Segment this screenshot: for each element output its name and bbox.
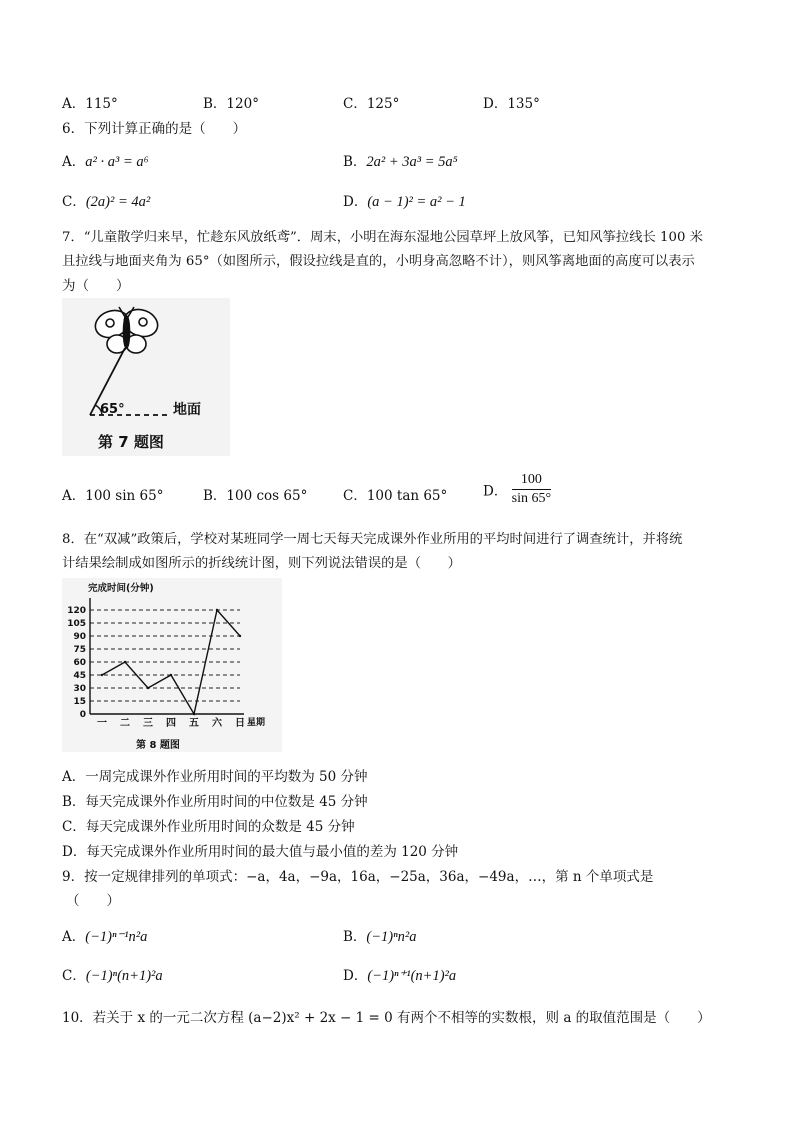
math-expression: (−1)ⁿn²a [366, 929, 417, 945]
option-label: D． [343, 194, 368, 210]
fraction-denominator: sin 65° [511, 491, 552, 506]
q7-stem-line-3: 为（ ） [62, 278, 130, 294]
q7-option-a: A．100 sin 65° [62, 488, 164, 504]
q8-stem-line-1: 8．在“双减”政策后，学校对某班同学一周七天每天完成课外作业所用的平均时间进行了调查统计，并将统 [62, 532, 683, 547]
y-tick-label: 75 [73, 645, 86, 655]
math-expression: (−1)ⁿ(n+1)²a [85, 968, 163, 984]
y-tick-label: 90 [73, 632, 86, 642]
q9-option-a [62, 925, 147, 946]
math-expression: (2a)² = 4a² [85, 194, 151, 210]
data-point [216, 609, 218, 611]
y-tick-label: 60 [73, 658, 86, 668]
option-label: B． [343, 929, 367, 945]
option-label: C． [62, 968, 86, 984]
q8-option-d: D．每天完成课外作业所用时间的最大值与最小值的差为 120 分钟 [62, 844, 459, 860]
option-label: D． [483, 483, 508, 500]
q7-option-d [483, 472, 551, 507]
x-tick-label: 五 [189, 718, 199, 729]
y-tick-label: 30 [73, 684, 86, 694]
data-point [170, 674, 172, 676]
q7-stem-line-2: 且拉线与地面夹角为 65°（如图所示，假设拉线是直的，小明身高忽略不计），则风筝离地面的高度可以表示 [62, 254, 695, 269]
fraction-numerator: 100 [512, 472, 551, 490]
data-point [239, 635, 241, 637]
q8-option-c: C．每天完成课外作业所用时间的众数是 45 分钟 [62, 819, 355, 835]
x-tick-label: 四 [166, 718, 176, 729]
math-expression: (−1)ⁿ⁺¹(n+1)²a [367, 968, 457, 984]
q9-option-d [343, 964, 456, 985]
ground-label: 地面 [173, 402, 201, 418]
math-expression: (−1)ⁿ⁻¹n²a [85, 929, 148, 945]
data-point [124, 661, 126, 663]
option-label: C． [62, 194, 86, 210]
q9-stem-line-2: （ ） [66, 893, 120, 909]
q6-option-c [62, 190, 150, 211]
q8-line-chart [62, 578, 282, 752]
fraction [512, 472, 551, 507]
x-tick-label: 一 [97, 718, 107, 729]
q7-figure [62, 298, 230, 456]
q5-option-d: D．135° [483, 96, 540, 112]
data-point [101, 674, 103, 676]
q9-stem: 9．按一定规律排列的单项式：−a，4a，−9a，16a，−25a，36a，−49a，…，第 n 个单项式是 [62, 869, 654, 885]
q6-stem: 6．下列计算正确的是（ ） [62, 121, 247, 137]
angle-label: 65° [100, 402, 125, 417]
y-tick-label: 0 [79, 710, 86, 720]
x-tick-label: 日 [235, 718, 245, 729]
x-tick-label: 三 [143, 718, 153, 729]
y-tick-label: 45 [73, 671, 86, 681]
math-expression: 2a² + 3a³ = 5a⁵ [366, 154, 458, 170]
q5-option-a: A．115° [62, 96, 118, 112]
q5-option-c: C．125° [343, 96, 400, 112]
option-label: A． [62, 154, 86, 170]
q7-option-c: C．100 tan 65° [343, 488, 448, 504]
q10-stem: 10．若关于 x 的一元二次方程 (a−2)x² + 2x − 1 = 0 有两个不相等的实数根，则 a 的取值范围是（ ） [62, 1010, 711, 1026]
x-tick-label: 六 [212, 718, 222, 729]
q7-option-b: B．100 cos 65° [203, 488, 308, 504]
q6-option-d [343, 190, 466, 211]
option-label: B． [343, 154, 367, 170]
q8-stem-line-2: 计结果绘制成如图所示的折线统计图，则下列说法错误的是（ ） [62, 556, 461, 571]
q8-option-a: A．一周完成课外作业所用时间的平均数为 50 分钟 [62, 769, 368, 785]
q5-option-b: B．120° [203, 96, 259, 112]
chart-caption: 第 8 题图 [136, 740, 180, 751]
math-expression: a² · a³ = a⁶ [85, 154, 149, 170]
math-expression: (a − 1)² = a² − 1 [367, 194, 466, 210]
y-tick-label: 105 [67, 619, 86, 629]
data-point [193, 713, 195, 715]
option-label: A． [62, 929, 86, 945]
y-tick-label: 15 [73, 697, 86, 707]
data-point [147, 687, 149, 689]
option-label: D． [343, 968, 368, 984]
q8-option-b: B．每天完成课外作业所用时间的中位数是 45 分钟 [62, 794, 368, 810]
q9-option-c [62, 964, 163, 985]
y-tick-label: 120 [67, 606, 86, 616]
q9-option-b [343, 925, 417, 946]
q7-stem-line-1: 7．“儿童散学归来早，忙趁东风放纸鸢”．周末，小明在海东湿地公园草坪上放风筝，已知风筝拉线长 100 米 [62, 230, 703, 245]
q6-option-b [343, 150, 458, 171]
figure-caption: 第 7 题图 [98, 433, 164, 451]
chart-xlabel: 星期 [247, 718, 266, 728]
q6-option-a [62, 150, 149, 171]
x-tick-label: 二 [120, 718, 130, 729]
chart-ylabel: 完成时间(分钟) [88, 583, 154, 594]
